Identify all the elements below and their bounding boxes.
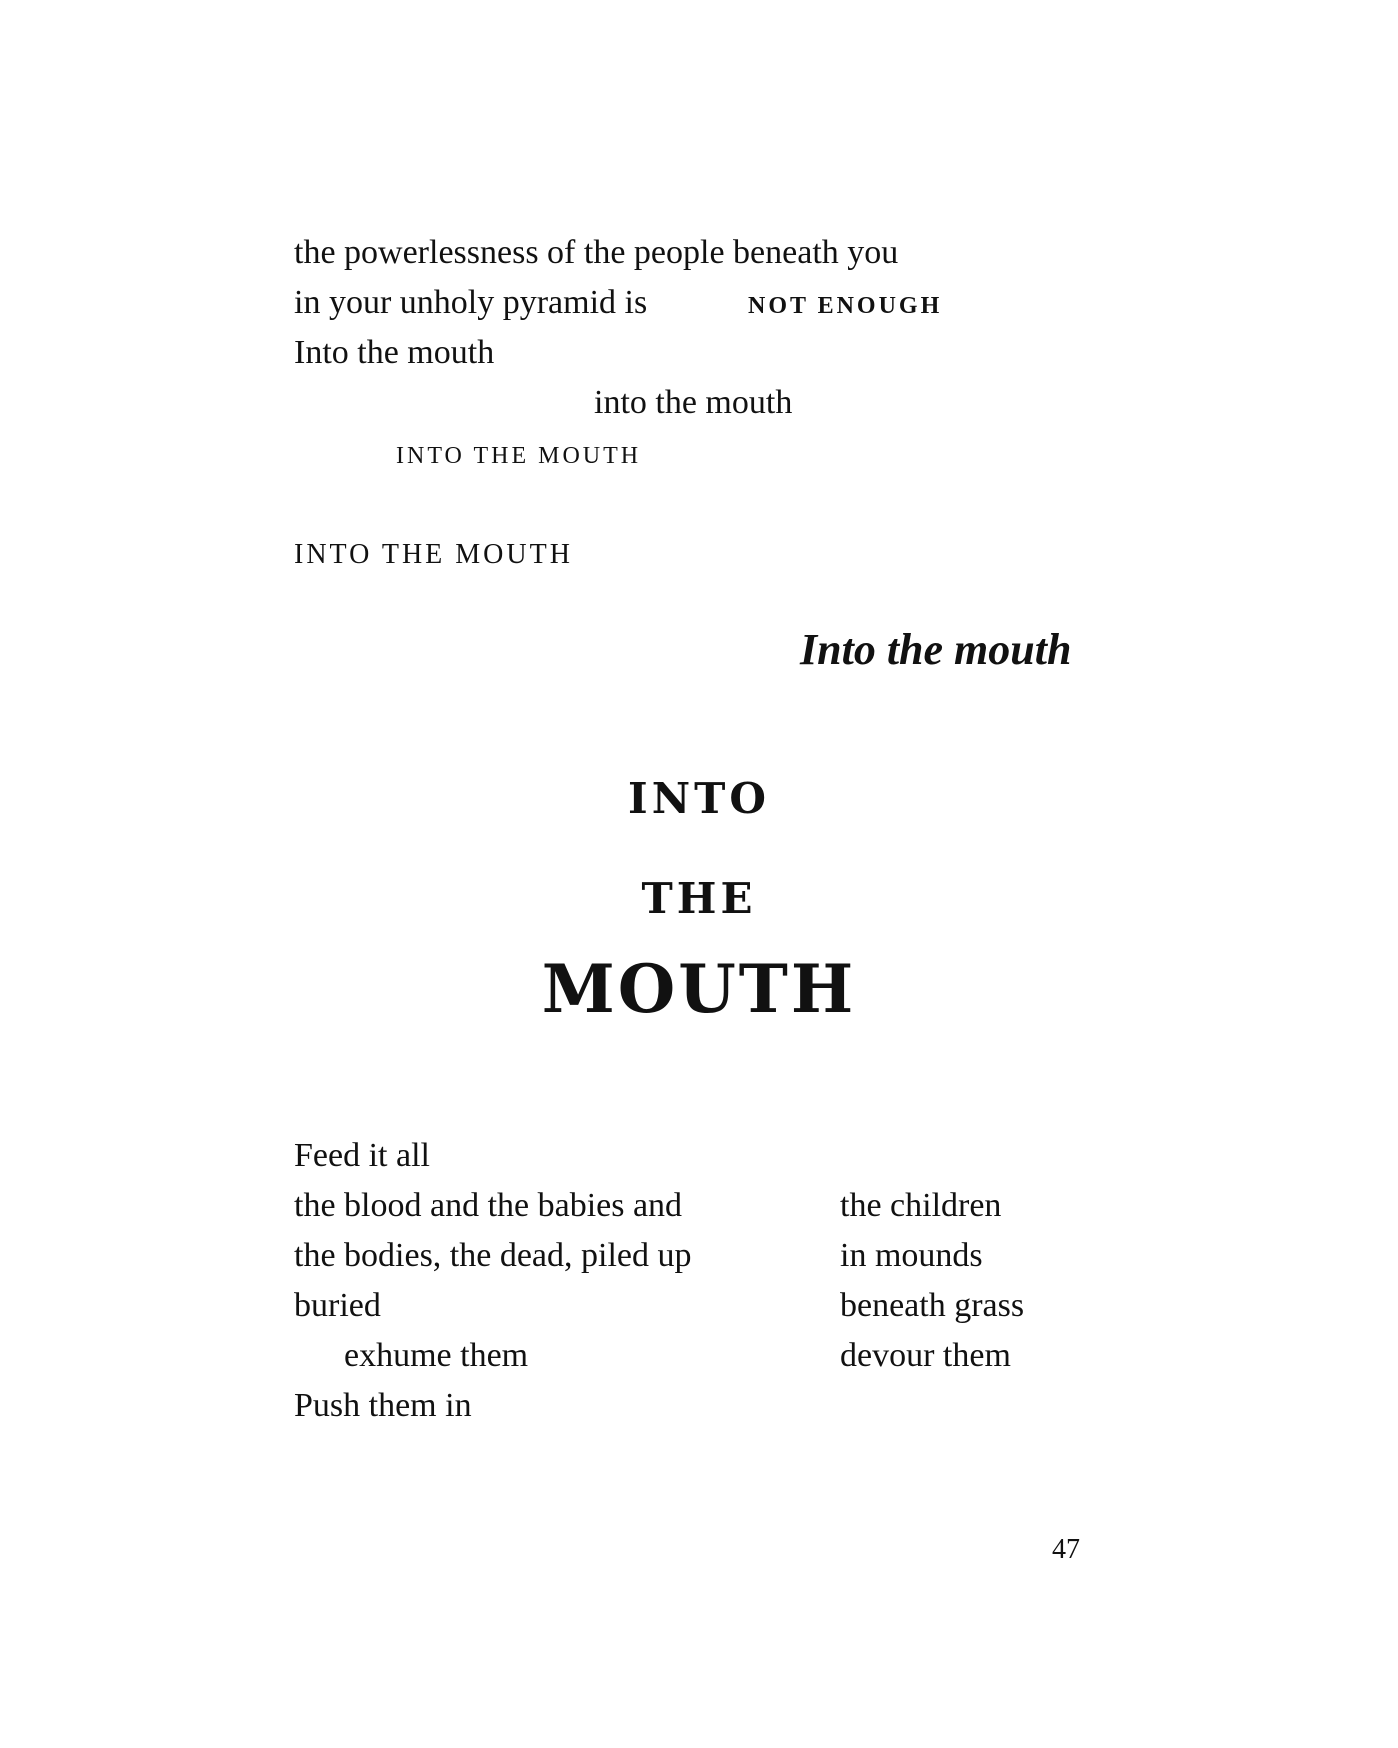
stanza-two-left-line-4: buried: [294, 1287, 381, 1324]
stanza-two-left-line-5: exhume them: [344, 1337, 529, 1374]
page-number: 47: [1052, 1534, 1080, 1565]
display-word-mouth: MOUTH: [541, 950, 857, 1028]
poem-line-5: INTO THE MOUTH: [396, 443, 642, 469]
poem-line-2a: in your unholy pyramid is: [294, 284, 648, 321]
stanza-two-left-line-3: the bodies, the dead, piled up: [294, 1237, 692, 1274]
display-word-into: INTO: [628, 774, 770, 823]
poem-line-2b-not-enough: NOT ENOUGH: [748, 293, 943, 319]
stanza-two-right-line-3: beneath grass: [840, 1287, 1025, 1324]
stanza-two-left-line-1: Feed it all: [294, 1137, 430, 1174]
poem-line-7-italic: Into the mouth: [800, 625, 1072, 674]
stanza-two-left-line-6: Push them in: [294, 1387, 472, 1424]
poem-line-3: Into the mouth: [294, 334, 495, 371]
stanza-two-right-line-2: in mounds: [840, 1237, 983, 1274]
display-word-the: THE: [641, 874, 757, 923]
poem-line-6: INTO THE MOUTH: [294, 539, 573, 570]
stanza-two-right-line-1: the children: [840, 1187, 1002, 1224]
stanza-two-left-line-2: the blood and the babies and: [294, 1187, 683, 1224]
poem-line-4: into the mouth: [594, 384, 793, 421]
stanza-two-right-line-4: devour them: [840, 1337, 1011, 1374]
poem-line-1: the powerlessness of the people beneath you: [294, 234, 899, 271]
